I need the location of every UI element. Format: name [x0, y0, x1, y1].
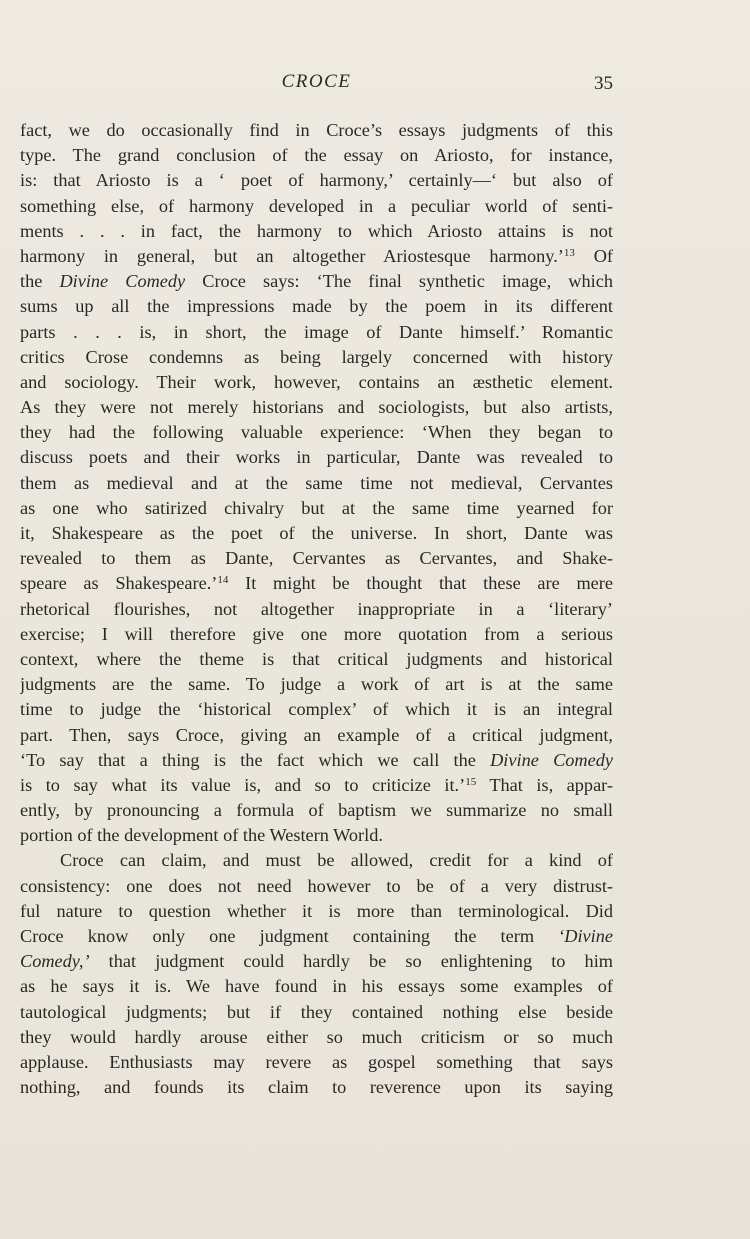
text-line: [20, 949, 613, 974]
text-line: [20, 370, 613, 395]
text-run: consistency: one does not need however to be of a very distrust-: [20, 875, 613, 896]
text-run: and sociology. Their work, however, contains an æsthetic element.: [20, 371, 613, 392]
text-line: [20, 874, 613, 899]
text-line: [20, 723, 613, 748]
text-line: [20, 496, 613, 521]
text-line: [20, 798, 613, 823]
text-line: [20, 345, 613, 370]
text-run: ‘To say that a thing is the fact which we call the: [20, 749, 491, 770]
text-line: [20, 571, 613, 596]
footnote-ref: 13: [563, 246, 575, 259]
footnote-ref: 15: [465, 775, 477, 788]
italic-title: Divine Comedy: [490, 749, 613, 770]
text-line: [20, 546, 613, 571]
text-line: [20, 672, 613, 697]
text-run: discuss poets and their works in particular, Dante was revealed to: [20, 447, 613, 468]
text-line: [20, 1075, 613, 1100]
text-run: as one who satirized chivalry but at the same time yearned for: [20, 497, 613, 518]
text-run: it, Shakespeare as the poet of the universe. In short, Dante was: [20, 523, 613, 543]
page-number: 35: [594, 73, 613, 94]
text-line: [20, 597, 613, 622]
running-title: CROCE: [281, 71, 352, 92]
text-line: [20, 647, 613, 672]
text-run: nothing, and founds its claim to reverence upon its saying: [20, 1077, 613, 1098]
text-line: [20, 168, 613, 193]
text-line: [20, 1050, 613, 1075]
text-line: [20, 1025, 613, 1050]
text-line: [20, 244, 613, 269]
text-run: as he says it is. We have found in his essays some examples of: [20, 976, 613, 997]
text-run: Croce can claim, and must be allowed, credit for a kind of: [60, 850, 613, 871]
text-line: [20, 1000, 613, 1025]
text-run: rhetorical flourishes, not altogether inappropriate in a ‘literary’: [20, 598, 613, 619]
text-run: sums up all the impressions made by the poem in its different: [20, 296, 613, 317]
text-run: Croce know only one judgment containing the term: [20, 926, 559, 946]
text-line: [20, 269, 613, 294]
text-run: speare as Shakespeare.’: [20, 573, 218, 594]
text-line: [20, 320, 613, 345]
text-line: [20, 823, 613, 848]
text-run: revealed to them as Dante, Cervantes as Cervantes, and Shake-: [20, 548, 613, 569]
body-text: [20, 118, 613, 1100]
text-run: portion of the development of the Western World.: [20, 825, 383, 846]
text-line: [20, 294, 613, 319]
text-run: Of: [574, 245, 613, 266]
text-run: is to say what its value is, and so to criticize it.’: [20, 774, 466, 795]
text-line: [20, 395, 613, 420]
text-run: That is, appar-: [476, 774, 613, 795]
text-line: [20, 445, 613, 470]
text-line: [20, 118, 613, 143]
text-run: tautological judgments; but if they contained nothing else beside: [20, 1001, 613, 1022]
text-run: part. Then, says Croce, giving an example of a critical judgment,: [20, 724, 613, 745]
text-run: Croce says: ‘The final synthetic image, which: [185, 271, 613, 292]
text-run: they had the following valuable experience: ‘When they began to: [20, 422, 613, 443]
text-line: [20, 697, 613, 722]
text-line: [20, 899, 613, 924]
italic-title: Divine Comedy: [59, 271, 186, 292]
text-run: type. The grand conclusion of the essay on Ariosto, for instance,: [20, 145, 613, 166]
text-run: ments . . . in fact, the harmony to which Ariosto attains is not: [20, 220, 613, 241]
footnote-ref: 14: [217, 574, 229, 587]
text-run: ful nature to question whether it is more than terminological. Did: [20, 900, 613, 921]
text-line: [20, 924, 613, 949]
text-run: them as medieval and at the same time not medieval, Cervantes: [20, 472, 613, 493]
text-line: [20, 773, 613, 798]
text-line: [20, 622, 613, 647]
text-run: something else, of harmony developed in a peculiar world of senti-: [20, 195, 613, 216]
text-run: It might be thought that these are mere: [228, 573, 613, 594]
text-run: that judgment could hardly be so enlightening to him: [89, 951, 613, 972]
text-run: fact, we do occasionally find in Croce’s essays judgments of this: [20, 120, 613, 140]
text-line: [20, 748, 613, 773]
text-line: [20, 848, 613, 873]
running-head: [20, 71, 613, 99]
italic-title: Comedy,’: [20, 951, 90, 972]
text-run: applause. Enthusiasts may revere as gospel something that says: [20, 1051, 613, 1072]
text-line: [20, 471, 613, 496]
italic-title: ‘Divine: [558, 926, 613, 946]
text-run: they would hardly arouse either so much criticism or so much: [20, 1026, 613, 1047]
text-run: context, where the theme is that critical judgments and historical: [20, 648, 613, 669]
text-line: [20, 194, 613, 219]
text-run: critics Crose condemns as being largely concerned with history: [20, 346, 613, 367]
text-run: is: that Ariosto is a ‘ poet of harmony,’ certainly—‘ but also of: [20, 170, 613, 191]
text-run: harmony in general, but an altogether Ariostesque harmony.’: [20, 245, 564, 266]
text-line: [20, 143, 613, 168]
text-line: [20, 521, 613, 546]
text-line: [20, 420, 613, 445]
text-run: time to judge the ‘historical complex’ of which it is an integral: [20, 699, 613, 720]
text-line: [20, 219, 613, 244]
text-run: ently, by pronouncing a formula of baptism we summarize no small: [20, 800, 613, 821]
text-run: As they were not merely historians and sociologists, but also artists,: [20, 397, 613, 418]
text-run: judgments are the same. To judge a work of art is at the same: [20, 674, 613, 695]
text-run: the: [20, 271, 60, 292]
text-run: parts . . . is, in short, the image of Dante himself.’ Romantic: [20, 321, 613, 342]
text-run: exercise; I will therefore give one more quotation from a serious: [20, 623, 613, 644]
text-line: [20, 974, 613, 999]
